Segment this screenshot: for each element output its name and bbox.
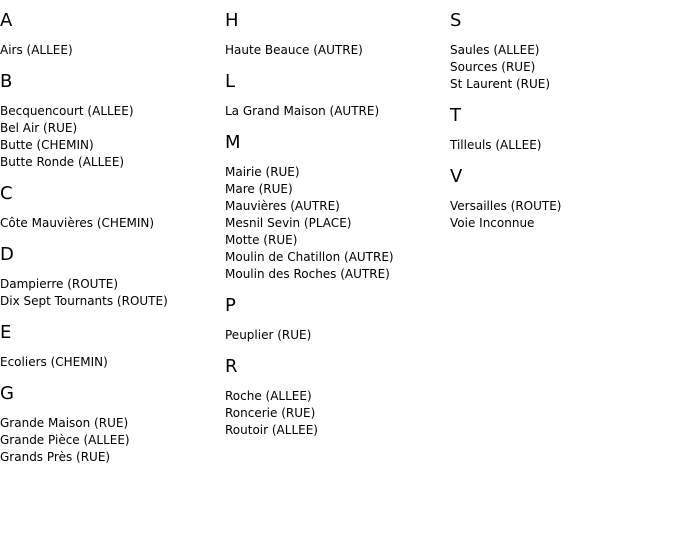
street-link[interactable]: Tilleuls (ALLEE) [450, 138, 542, 152]
street-list [0, 276, 220, 310]
street-link[interactable]: Grande Pièce (ALLEE) [0, 433, 130, 447]
letter-group [0, 10, 220, 59]
letter-heading: B [0, 71, 13, 92]
street-link[interactable]: Routoir (ALLEE) [225, 423, 318, 437]
letter-group [225, 132, 445, 283]
street-link[interactable]: Sources (RUE) [450, 60, 536, 74]
letter-heading: L [225, 71, 236, 92]
letter-group [225, 295, 445, 344]
street-link[interactable]: Butte (CHEMIN) [0, 138, 94, 152]
street-list [0, 42, 220, 59]
street-list [450, 198, 670, 232]
street-list [225, 42, 445, 59]
street-link[interactable]: Roche (ALLEE) [225, 389, 312, 403]
street-list [0, 415, 220, 466]
street-link[interactable]: Butte Ronde (ALLEE) [0, 155, 125, 169]
directory-column [225, 10, 445, 451]
street-link[interactable]: Côte Mauvières (CHEMIN) [0, 216, 155, 230]
street-link[interactable]: Dix Sept Tournants (ROUTE) [0, 294, 168, 308]
street-link[interactable]: La Grand Maison (AUTRE) [225, 104, 380, 118]
street-link[interactable]: Dampierre (ROUTE) [0, 277, 119, 291]
street-link[interactable]: Airs (ALLEE) [0, 43, 73, 57]
street-link[interactable]: Ecoliers (CHEMIN) [0, 355, 108, 369]
letter-group [450, 105, 670, 154]
street-link[interactable]: Haute Beauce (AUTRE) [225, 43, 363, 57]
letter-group [450, 10, 670, 93]
street-link[interactable]: Moulin de Chatillon (AUTRE) [225, 250, 394, 264]
street-link[interactable]: Motte (RUE) [225, 233, 298, 247]
letter-heading: R [225, 356, 238, 377]
letter-heading: G [0, 383, 14, 404]
letter-heading: A [0, 10, 13, 31]
letter-heading: M [225, 132, 241, 153]
letter-group [0, 183, 220, 232]
street-list [450, 137, 670, 154]
street-list [225, 103, 445, 120]
letter-heading: H [225, 10, 239, 31]
street-link[interactable]: Grands Près (RUE) [0, 450, 111, 464]
letter-heading: T [450, 105, 461, 126]
street-link[interactable]: Bel Air (RUE) [0, 121, 78, 135]
street-link[interactable]: St Laurent (RUE) [450, 77, 551, 91]
street-list [0, 354, 220, 371]
letter-group [0, 71, 220, 171]
letter-heading: V [450, 166, 463, 187]
street-list [450, 42, 670, 93]
letter-group [0, 383, 220, 466]
letter-group [225, 356, 445, 439]
letter-heading: P [225, 295, 236, 316]
letter-heading: C [0, 183, 13, 204]
street-list [225, 327, 445, 344]
street-link[interactable]: Grande Maison (RUE) [0, 416, 129, 430]
street-link[interactable]: Moulin des Roches (AUTRE) [225, 267, 390, 281]
street-link[interactable]: Versailles (ROUTE) [450, 199, 562, 213]
street-link[interactable]: Roncerie (RUE) [225, 406, 316, 420]
letter-group [225, 10, 445, 59]
letter-group [450, 166, 670, 232]
directory-column [0, 10, 220, 478]
street-link[interactable]: Voie Inconnue [450, 216, 535, 230]
letter-heading: S [450, 10, 462, 31]
street-link[interactable]: Mesnil Sevin (PLACE) [225, 216, 352, 230]
letter-group [225, 71, 445, 120]
street-link[interactable]: Mairie (RUE) [225, 165, 300, 179]
street-link[interactable]: Peuplier (RUE) [225, 328, 312, 342]
letter-group [0, 322, 220, 371]
street-link[interactable]: Saules (ALLEE) [450, 43, 540, 57]
street-link[interactable]: Mauvières (AUTRE) [225, 199, 340, 213]
letter-heading: E [0, 322, 12, 343]
street-list [225, 388, 445, 439]
directory-column [450, 10, 670, 244]
letter-heading: D [0, 244, 14, 265]
street-link[interactable]: Becquencourt (ALLEE) [0, 104, 134, 118]
street-list [0, 215, 220, 232]
street-list [0, 103, 220, 171]
street-list [225, 164, 445, 283]
street-link[interactable]: Mare (RUE) [225, 182, 293, 196]
letter-group [0, 244, 220, 310]
